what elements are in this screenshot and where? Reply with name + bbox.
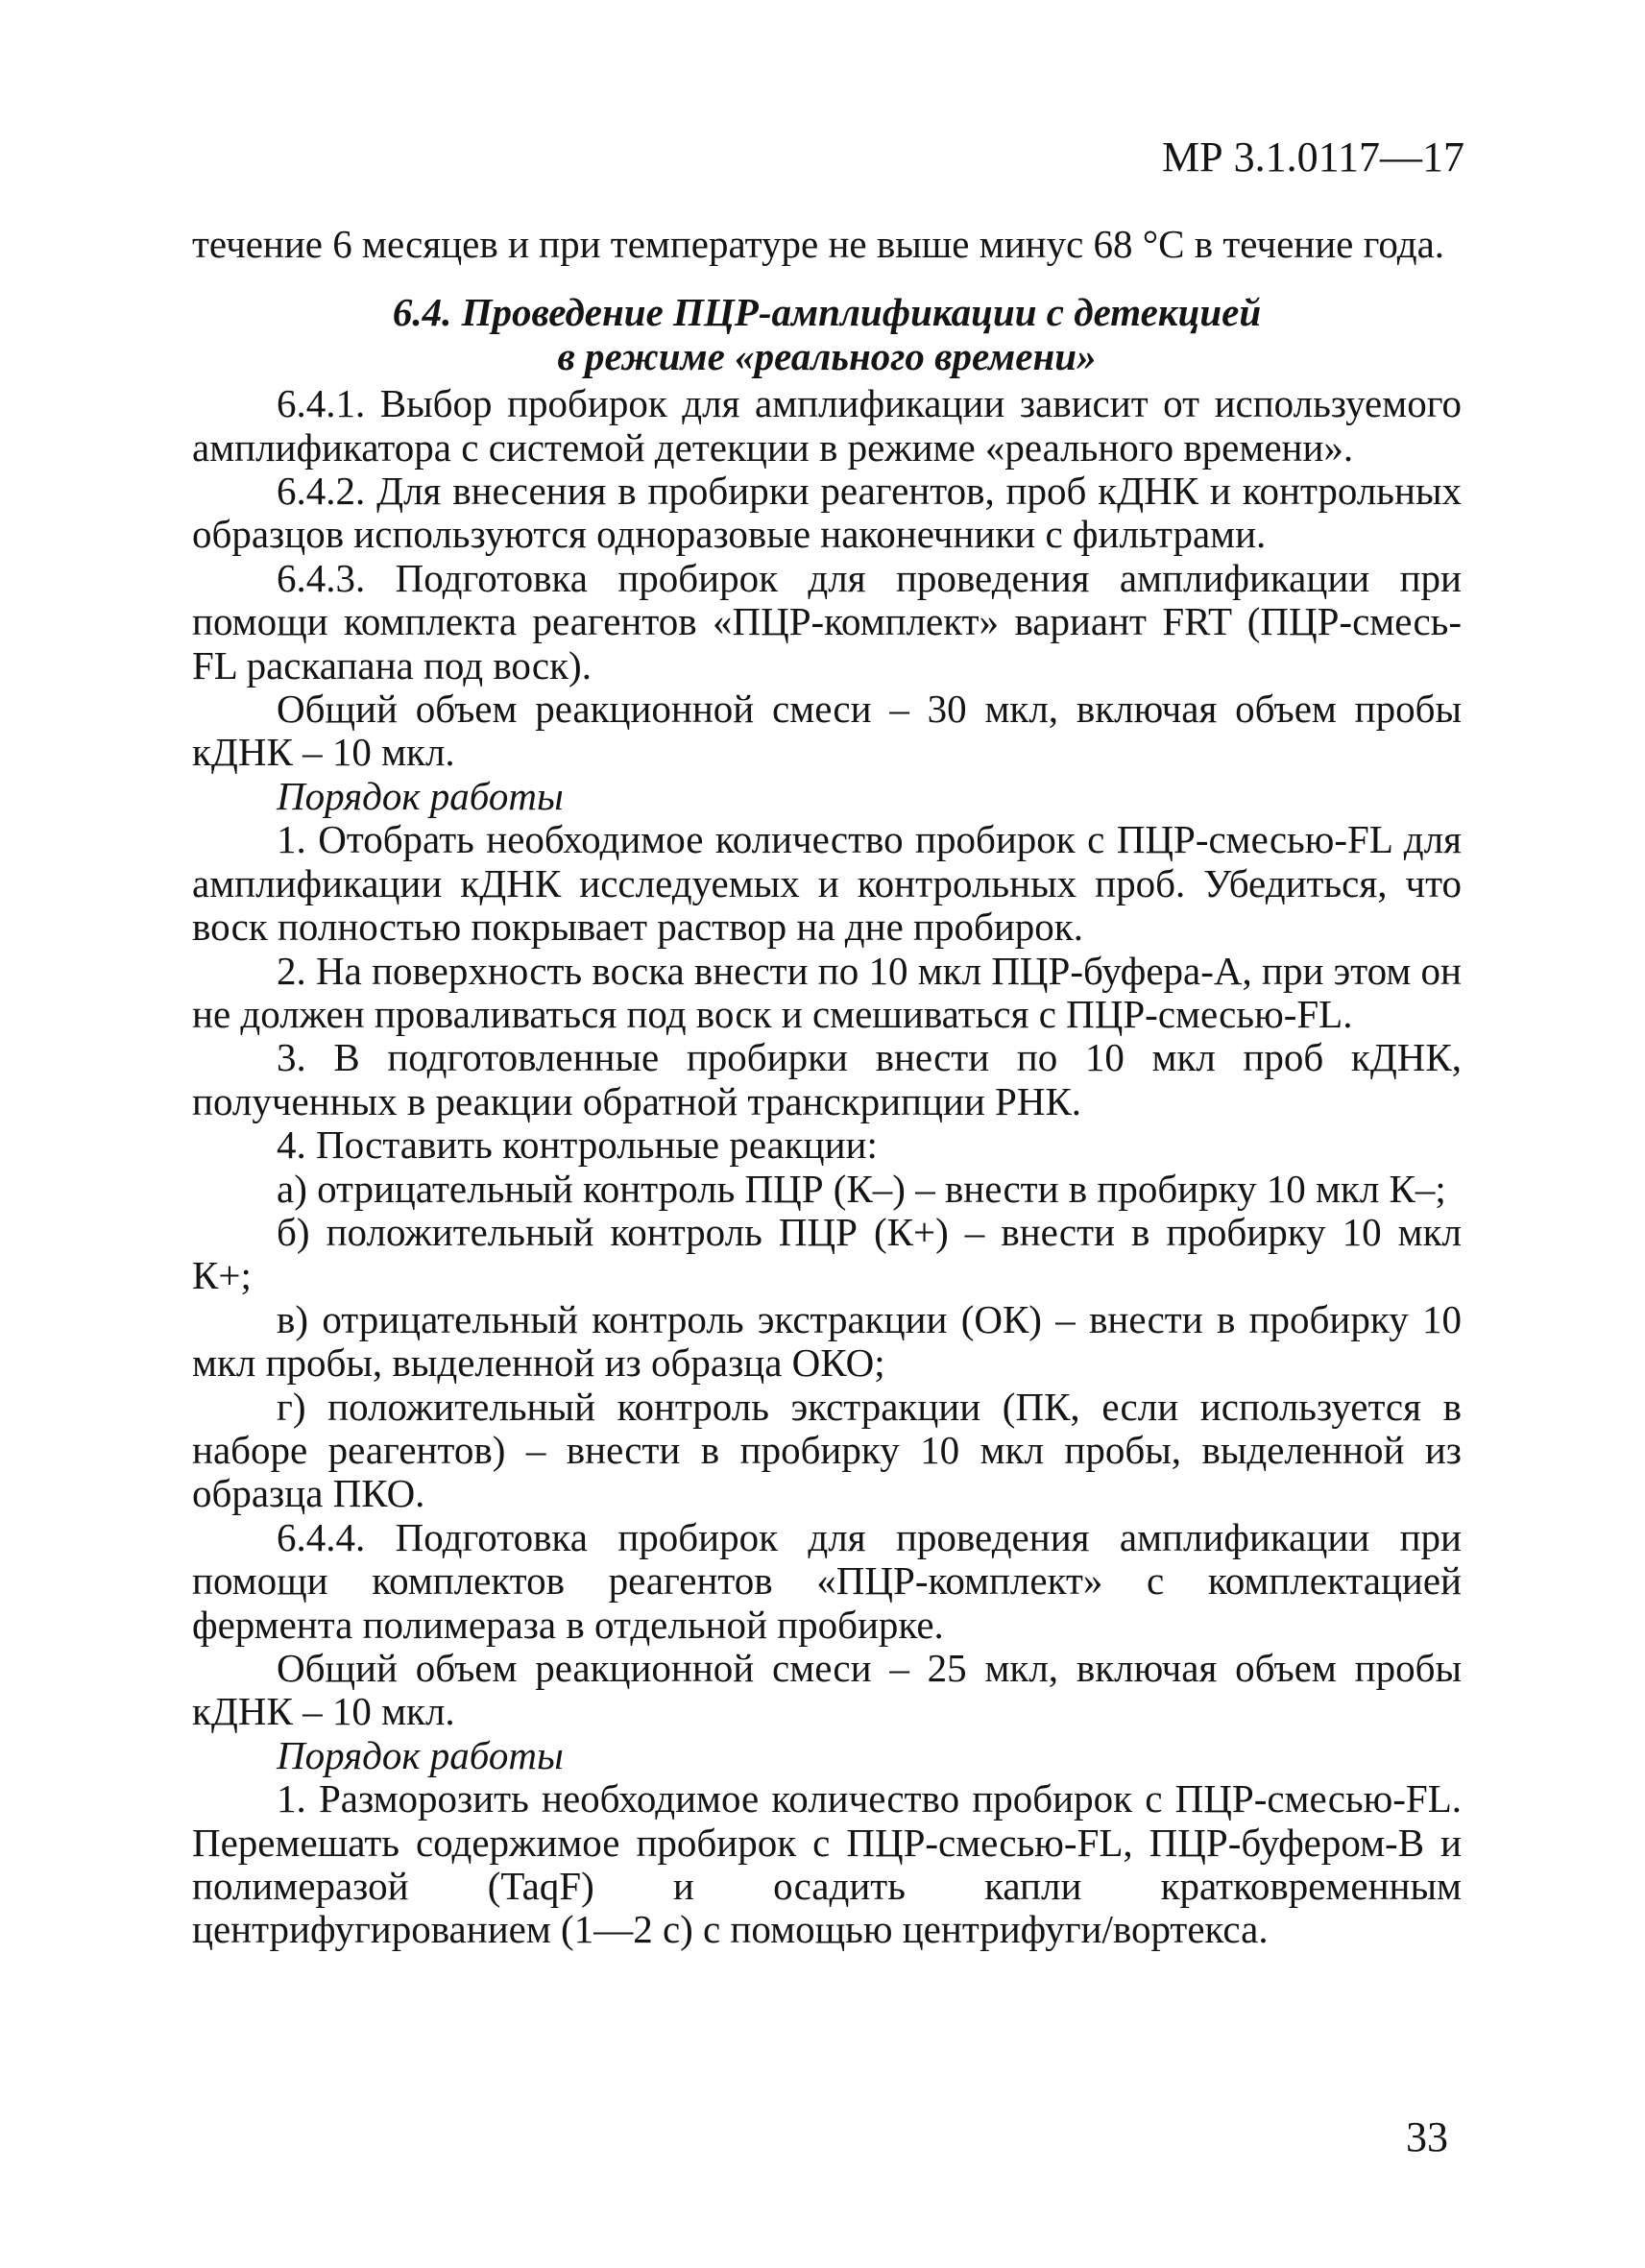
step-3: 3. В подготовленные пробирки внести по 10 мкл проб кДНК, полученных в реакции обратной транскрипции РНК. (192, 1035, 1462, 1123)
paragraph-continuation: течение 6 месяцев и при температуре не выше минус 68 °С в течение года. (192, 222, 1445, 266)
step-4b: б) положительный контроль ПЦР (К+) – внести в пробирку 10 мкл К+; (192, 1209, 1462, 1298)
section-heading (192, 291, 1462, 378)
page-number: 33 (1406, 2113, 1448, 2160)
paragraph-total-volume-25: Общий объем реакционной смеси – 25 мкл, включая объем пробы кДНК – 10 мкл. (192, 1646, 1462, 1734)
step-4c: в) отрицательный контроль экстракции (ОК) – внести в пробирку 10 мкл пробы, выделенной из образца ОКО; (192, 1296, 1462, 1386)
document-body (192, 223, 1462, 1952)
step-4d: г) положительный контроль экстракции (ПК, если используется в наборе реагентов) – внести в пробирку 10 мкл пробы, выделенной из образца ПКО. (192, 1384, 1462, 1516)
step-2: 2. На поверхность воска внести по 10 мкл ПЦР-буфера-А, при этом он не должен проваливаться под воск и смешиваться с ПЦР-смесью-FL. (192, 948, 1462, 1036)
document-code-header: МР 3.1.0117—17 (1162, 133, 1464, 181)
paragraph-6-4-1: 6.4.1. Выбор пробирок для амплификации зависит от используемого амплификатора с системой детекции в режиме «реального времени». (192, 381, 1462, 470)
paragraph-6-4-2: 6.4.2. Для внесения в пробирки реагентов, проб кДНК и контрольных образцов используются одноразовые наконечники с фильтрами. (192, 469, 1462, 557)
step-4a: а) отрицательный контроль ПЦР (К–) – внести в пробирку 10 мкл К–; (277, 1166, 1446, 1211)
procedure-label-2: Порядок работы (277, 1732, 564, 1777)
section-heading-line-2: в режиме «реального времени» (557, 333, 1097, 378)
section-heading-line-1: 6.4. Проведение ПЦР-амплификации с детекцией (392, 290, 1262, 335)
step-4: 4. Поставить контрольные реакции: (277, 1122, 878, 1168)
paragraph-6-4-3: 6.4.3. Подготовка пробирок для проведения амплификации при помощи комплекта реагентов «ПЦР-комплект» вариант FRT (ПЦР-смесь-FL раскапана под воск). (192, 555, 1462, 688)
procedure-label-1: Порядок работы (277, 773, 564, 818)
paragraph-total-volume-30: Общий объем реакционной смеси – 30 мкл, включая объем пробы кДНК – 10 мкл. (192, 687, 1462, 775)
step-1: 1. Отобрать необходимое количество пробирок с ПЦР-смесью-FL для амплификации кДНК исследуемых и контрольных проб. Убедиться, что воск полностью покрывает раствор на дне пробирок. (192, 817, 1462, 950)
paragraph-6-4-4: 6.4.4. Подготовка пробирок для проведения амплификации при помощи комплектов реагентов «ПЦР-комплект» с комплектацией фермента полимераза в отдельной пробирке. (192, 1514, 1462, 1647)
step-1-second-procedure: 1. Разморозить необходимое количество пробирок с ПЦР-смесью-FL. Перемешать содержимое пробирок с ПЦР-смесью-FL, ПЦР-буфером-В и полимеразой (TaqF) и осадить капли кратковременным центрифугированием (1—2 с) с помощью центрифуги/вортекса. (192, 1776, 1462, 1952)
